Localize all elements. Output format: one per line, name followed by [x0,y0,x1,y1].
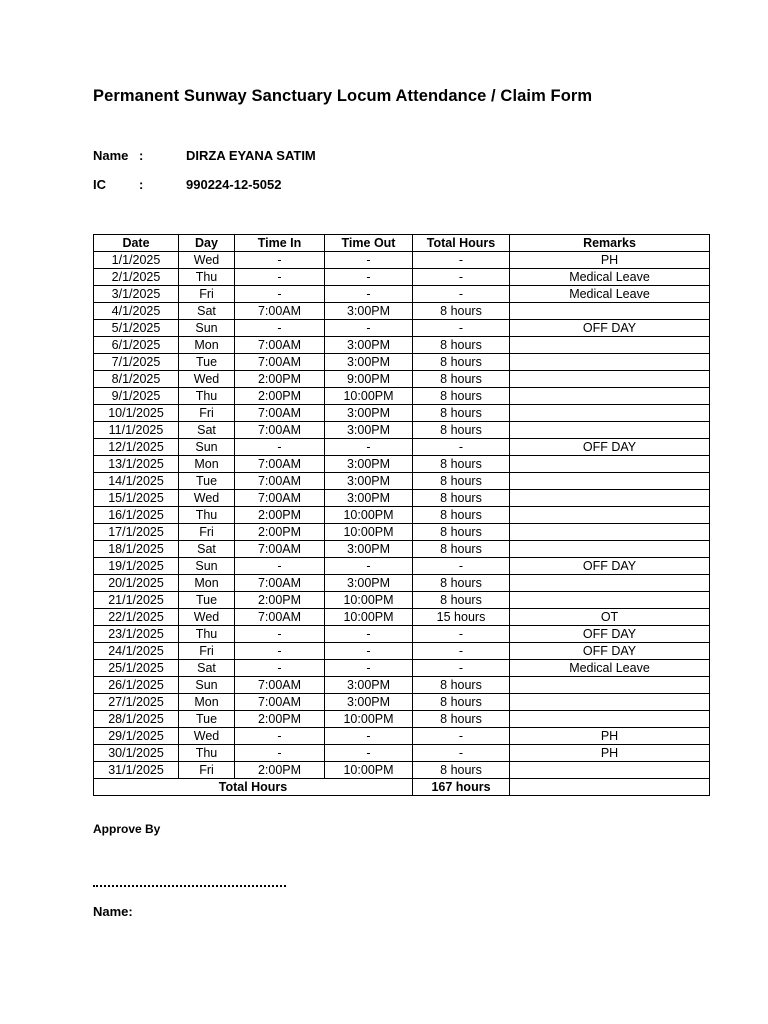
table-row [94,286,710,303]
cell-remarks [510,371,710,388]
cell-time-in: 7:00AM [235,677,325,694]
cell-time-out: 10:00PM [325,592,413,609]
cell-day: Sun [179,677,235,694]
cell-date: 25/1/2025 [94,660,179,677]
total-row [94,779,710,796]
cell-time-in: - [235,286,325,303]
cell-date: 29/1/2025 [94,728,179,745]
cell-time-out: 3:00PM [325,575,413,592]
cell-time-out: 3:00PM [325,422,413,439]
ic-value: 990224-12-5052 [186,177,282,192]
cell-time-in: - [235,558,325,575]
cell-total-hours: 15 hours [413,609,510,626]
cell-date: 12/1/2025 [94,439,179,456]
cell-total-hours: 8 hours [413,303,510,320]
table-row [94,405,710,422]
cell-time-out: 3:00PM [325,456,413,473]
cell-total-hours: 8 hours [413,388,510,405]
cell-total-hours: - [413,558,510,575]
header-date: Date [94,235,179,252]
cell-time-in: 7:00AM [235,473,325,490]
cell-time-out: - [325,269,413,286]
table-row [94,337,710,354]
cell-remarks [510,422,710,439]
cell-time-in: 7:00AM [235,456,325,473]
cell-total-hours: 8 hours [413,337,510,354]
cell-total-hours: - [413,643,510,660]
cell-day: Sat [179,422,235,439]
cell-time-in: - [235,439,325,456]
table-header-row [94,235,710,252]
cell-remarks: PH [510,252,710,269]
cell-date: 30/1/2025 [94,745,179,762]
cell-total-hours: 8 hours [413,524,510,541]
cell-time-out: - [325,745,413,762]
cell-time-in: 7:00AM [235,609,325,626]
cell-total-hours: 8 hours [413,490,510,507]
cell-remarks [510,524,710,541]
approve-by-label: Approve By [93,822,161,836]
cell-time-in: 7:00AM [235,694,325,711]
table-row [94,677,710,694]
cell-date: 21/1/2025 [94,592,179,609]
cell-time-out: 10:00PM [325,711,413,728]
table-row [94,711,710,728]
cell-date: 8/1/2025 [94,371,179,388]
cell-day: Fri [179,643,235,660]
table-row [94,592,710,609]
cell-remarks: PH [510,745,710,762]
cell-time-out: 10:00PM [325,762,413,779]
cell-remarks: OFF DAY [510,626,710,643]
cell-time-in: 7:00AM [235,575,325,592]
cell-remarks [510,694,710,711]
cell-time-out: - [325,439,413,456]
cell-remarks: OFF DAY [510,439,710,456]
cell-total-hours: - [413,252,510,269]
cell-time-in: 2:00PM [235,762,325,779]
cell-time-out: 10:00PM [325,507,413,524]
cell-total-hours: 8 hours [413,405,510,422]
cell-day: Tue [179,592,235,609]
cell-total-hours: 8 hours [413,371,510,388]
cell-day: Mon [179,456,235,473]
header-total-hours: Total Hours [413,235,510,252]
table-row [94,473,710,490]
name-label: Name [93,148,129,163]
cell-day: Sun [179,558,235,575]
cell-date: 2/1/2025 [94,269,179,286]
table-row [94,354,710,371]
cell-remarks: PH [510,728,710,745]
cell-time-in: 2:00PM [235,388,325,405]
cell-time-out: - [325,286,413,303]
total-remarks [510,779,710,796]
cell-date: 26/1/2025 [94,677,179,694]
cell-remarks: OT [510,609,710,626]
table-row [94,303,710,320]
cell-time-in: 2:00PM [235,711,325,728]
cell-time-in: - [235,252,325,269]
cell-day: Wed [179,490,235,507]
cell-day: Fri [179,524,235,541]
cell-time-in: 7:00AM [235,405,325,422]
cell-total-hours: 8 hours [413,677,510,694]
cell-time-out: - [325,728,413,745]
cell-remarks: Medical Leave [510,286,710,303]
cell-day: Sat [179,303,235,320]
cell-day: Mon [179,694,235,711]
cell-total-hours: - [413,745,510,762]
cell-time-out: 3:00PM [325,337,413,354]
cell-date: 15/1/2025 [94,490,179,507]
cell-day: Tue [179,354,235,371]
cell-date: 1/1/2025 [94,252,179,269]
cell-day: Mon [179,337,235,354]
cell-total-hours: 8 hours [413,456,510,473]
cell-total-hours: - [413,320,510,337]
name-value: DIRZA EYANA SATIM [186,148,316,163]
cell-time-in: 2:00PM [235,371,325,388]
cell-remarks [510,677,710,694]
cell-time-in: 7:00AM [235,303,325,320]
cell-time-out: - [325,643,413,660]
cell-date: 4/1/2025 [94,303,179,320]
cell-time-out: 3:00PM [325,473,413,490]
cell-time-in: - [235,728,325,745]
table-row [94,745,710,762]
cell-total-hours: - [413,626,510,643]
cell-date: 27/1/2025 [94,694,179,711]
cell-time-out: 3:00PM [325,694,413,711]
cell-remarks: OFF DAY [510,320,710,337]
cell-date: 3/1/2025 [94,286,179,303]
signature-line [93,885,286,887]
cell-day: Wed [179,371,235,388]
cell-total-hours: - [413,728,510,745]
cell-date: 17/1/2025 [94,524,179,541]
header-remarks: Remarks [510,235,710,252]
cell-total-hours: 8 hours [413,422,510,439]
form-title: Permanent Sunway Sanctuary Locum Attendance / Claim Form [93,87,593,105]
table-row [94,320,710,337]
cell-date: 31/1/2025 [94,762,179,779]
cell-time-out: 9:00PM [325,371,413,388]
cell-time-out: 10:00PM [325,609,413,626]
cell-date: 6/1/2025 [94,337,179,354]
cell-time-out: 3:00PM [325,405,413,422]
cell-time-out: 10:00PM [325,388,413,405]
cell-time-out: - [325,626,413,643]
cell-total-hours: 8 hours [413,575,510,592]
table-row [94,269,710,286]
table-row [94,728,710,745]
cell-total-hours: 8 hours [413,694,510,711]
cell-day: Mon [179,575,235,592]
cell-day: Wed [179,609,235,626]
cell-remarks: OFF DAY [510,643,710,660]
cell-time-out: - [325,252,413,269]
cell-remarks [510,490,710,507]
table-row [94,660,710,677]
cell-total-hours: 8 hours [413,354,510,371]
cell-time-out: 3:00PM [325,303,413,320]
cell-remarks [510,762,710,779]
table-row [94,252,710,269]
cell-time-in: 2:00PM [235,592,325,609]
cell-date: 22/1/2025 [94,609,179,626]
cell-time-in: 2:00PM [235,507,325,524]
cell-remarks [510,388,710,405]
cell-remarks: Medical Leave [510,269,710,286]
cell-date: 19/1/2025 [94,558,179,575]
cell-time-out: 3:00PM [325,354,413,371]
cell-time-in: - [235,320,325,337]
table-row [94,524,710,541]
table-row [94,575,710,592]
cell-day: Sat [179,660,235,677]
table-row [94,609,710,626]
cell-remarks [510,592,710,609]
table-row [94,541,710,558]
cell-date: 13/1/2025 [94,456,179,473]
cell-time-out: 3:00PM [325,541,413,558]
cell-time-out: - [325,320,413,337]
cell-day: Thu [179,269,235,286]
cell-time-in: 7:00AM [235,541,325,558]
cell-day: Thu [179,626,235,643]
table-row [94,490,710,507]
cell-time-out: 3:00PM [325,490,413,507]
table-row [94,371,710,388]
cell-remarks [510,711,710,728]
cell-time-out: 3:00PM [325,677,413,694]
cell-total-hours: 8 hours [413,762,510,779]
cell-remarks: OFF DAY [510,558,710,575]
cell-remarks: Medical Leave [510,660,710,677]
table-row [94,422,710,439]
cell-remarks [510,337,710,354]
cell-date: 16/1/2025 [94,507,179,524]
cell-date: 23/1/2025 [94,626,179,643]
cell-time-in: - [235,643,325,660]
cell-time-in: 2:00PM [235,524,325,541]
header-day: Day [179,235,235,252]
cell-remarks [510,575,710,592]
table-row [94,507,710,524]
cell-total-hours: 8 hours [413,592,510,609]
table-row [94,626,710,643]
table-row [94,456,710,473]
cell-total-hours: 8 hours [413,711,510,728]
cell-time-in: 7:00AM [235,337,325,354]
cell-day: Fri [179,405,235,422]
header-time-in: Time In [235,235,325,252]
cell-date: 9/1/2025 [94,388,179,405]
cell-day: Sun [179,439,235,456]
name-separator: : [139,148,144,163]
cell-total-hours: 8 hours [413,541,510,558]
cell-remarks [510,354,710,371]
cell-time-in: - [235,269,325,286]
cell-time-in: - [235,745,325,762]
ic-label: IC [93,177,106,192]
cell-time-in: 7:00AM [235,422,325,439]
cell-time-out: - [325,558,413,575]
ic-separator: : [139,177,144,192]
cell-day: Sun [179,320,235,337]
cell-day: Fri [179,286,235,303]
cell-total-hours: - [413,286,510,303]
cell-day: Fri [179,762,235,779]
cell-total-hours: 8 hours [413,473,510,490]
table-row [94,439,710,456]
cell-date: 10/1/2025 [94,405,179,422]
cell-day: Thu [179,507,235,524]
cell-time-out: - [325,660,413,677]
attendance-table [93,234,710,796]
cell-time-in: 7:00AM [235,354,325,371]
cell-date: 14/1/2025 [94,473,179,490]
total-value: 167 hours [413,779,510,796]
total-label: Total Hours [94,779,413,796]
cell-remarks [510,456,710,473]
cell-total-hours: - [413,660,510,677]
table-row [94,762,710,779]
cell-date: 11/1/2025 [94,422,179,439]
cell-time-in: 7:00AM [235,490,325,507]
cell-total-hours: - [413,269,510,286]
cell-day: Wed [179,252,235,269]
cell-day: Sat [179,541,235,558]
cell-day: Wed [179,728,235,745]
cell-remarks [510,303,710,320]
cell-day: Tue [179,473,235,490]
cell-day: Thu [179,745,235,762]
cell-remarks [510,405,710,422]
table-row [94,388,710,405]
cell-date: 5/1/2025 [94,320,179,337]
cell-remarks [510,473,710,490]
table-row [94,694,710,711]
cell-day: Thu [179,388,235,405]
cell-remarks [510,507,710,524]
cell-date: 7/1/2025 [94,354,179,371]
cell-date: 28/1/2025 [94,711,179,728]
cell-time-in: - [235,660,325,677]
table-row [94,558,710,575]
header-time-out: Time Out [325,235,413,252]
cell-time-in: - [235,626,325,643]
cell-date: 24/1/2025 [94,643,179,660]
table-row [94,643,710,660]
cell-total-hours: 8 hours [413,507,510,524]
approver-name-label: Name: [93,904,133,919]
cell-total-hours: - [413,439,510,456]
table-body [94,252,710,779]
cell-day: Tue [179,711,235,728]
cell-time-out: 10:00PM [325,524,413,541]
cell-date: 18/1/2025 [94,541,179,558]
cell-remarks [510,541,710,558]
cell-date: 20/1/2025 [94,575,179,592]
